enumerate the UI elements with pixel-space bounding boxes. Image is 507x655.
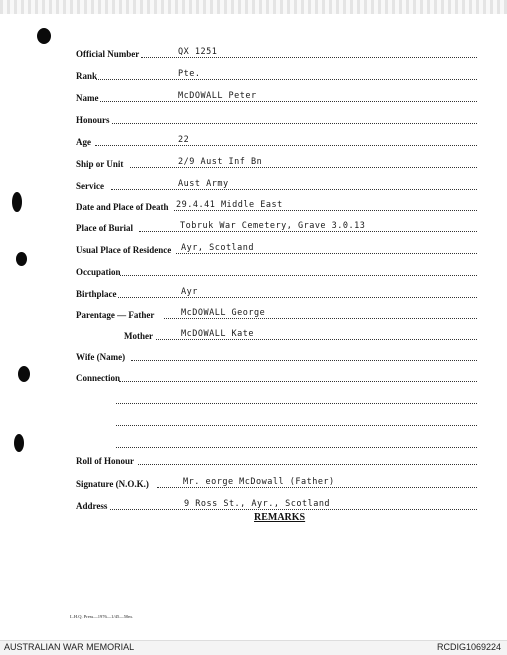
- archive-footer: [0, 640, 507, 655]
- field-value: Aust Army: [178, 179, 229, 189]
- field-signature: [0, 470, 507, 490]
- field-line: [118, 296, 477, 298]
- field-ship-or-unit: [0, 150, 507, 170]
- field-value: QX 1251: [178, 47, 218, 57]
- field-address: [0, 492, 507, 512]
- field-value: 22: [178, 135, 190, 145]
- field-label: Age: [76, 137, 91, 147]
- field-value: 29.4.41 Middle East: [176, 200, 283, 210]
- footer-record-id: RCDIG1069224: [436, 642, 501, 652]
- field-label: Roll of Honour: [76, 456, 135, 466]
- field-date-place-death: [0, 193, 507, 213]
- field-label: Official Number: [76, 49, 140, 59]
- field-line: [120, 274, 477, 276]
- field-line: [116, 424, 477, 426]
- field-label: Usual Place of Residence: [76, 245, 172, 255]
- field-value: Ayr, Scotland: [181, 243, 255, 253]
- field-label: Birthplace: [76, 289, 117, 299]
- field-value: 2/9 Aust Inf Bn: [178, 157, 263, 167]
- field-label: Connection: [76, 373, 121, 383]
- field-label: Wife (Name): [76, 352, 126, 362]
- field-value: Ayr: [181, 287, 198, 297]
- field-honours: [0, 106, 507, 126]
- field-label: Name: [76, 93, 99, 103]
- field-age: [0, 128, 507, 148]
- field-line: [95, 144, 477, 146]
- footer-institution: AUSTRALIAN WAR MEMORIAL: [4, 642, 135, 652]
- field-father: [0, 301, 507, 321]
- field-label: Mother: [124, 331, 153, 341]
- field-line: [100, 100, 477, 102]
- field-wife: [0, 343, 507, 363]
- connection-extra-line: [0, 408, 507, 428]
- field-value: Mr. eorge McDowall (Father): [183, 477, 335, 487]
- field-line: [111, 188, 477, 190]
- field-label: Occupation: [76, 267, 121, 277]
- field-value: McDOWALL Kate: [181, 329, 255, 339]
- field-value: McDOWALL George: [181, 308, 266, 318]
- field-line: [116, 402, 477, 404]
- field-place-of-burial: [0, 214, 507, 234]
- field-label: Rank: [76, 71, 98, 81]
- field-value: Pte.: [178, 69, 201, 79]
- field-mother: [0, 322, 507, 342]
- field-value: McDOWALL Peter: [178, 91, 257, 101]
- field-value: Tobruk War Cemetery, Grave 3.0.13: [180, 221, 366, 231]
- field-rank: [0, 62, 507, 82]
- remarks-heading: REMARKS: [254, 512, 306, 523]
- field-service: [0, 172, 507, 192]
- field-label: Address: [76, 501, 108, 511]
- field-name: [0, 84, 507, 104]
- field-usual-residence: [0, 236, 507, 256]
- field-line: [112, 122, 477, 124]
- field-label: Ship or Unit: [76, 159, 124, 169]
- connection-extra-line: [0, 386, 507, 406]
- field-label: Parentage — Father: [76, 310, 155, 320]
- field-line: [131, 359, 477, 361]
- field-value: 9 Ross St., Ayr., Scotland: [184, 499, 331, 509]
- field-connection: [0, 364, 507, 384]
- field-label: Signature (N.O.K.): [76, 479, 149, 489]
- field-line: [96, 78, 477, 80]
- field-occupation: [0, 258, 507, 278]
- scan-top-edge: [0, 0, 507, 14]
- printer-imprint: L.H.Q. Press—1976—1/45—50m.: [70, 614, 133, 619]
- field-label: Honours: [76, 115, 110, 125]
- field-official-number: [0, 40, 507, 60]
- field-label: Place of Burial: [76, 223, 133, 233]
- field-line: [119, 380, 477, 382]
- field-line: [138, 463, 477, 465]
- field-birthplace: [0, 280, 507, 300]
- field-label: Service: [76, 181, 104, 191]
- field-label: Date and Place of Death: [76, 202, 169, 212]
- field-roll-of-honour: [0, 447, 507, 467]
